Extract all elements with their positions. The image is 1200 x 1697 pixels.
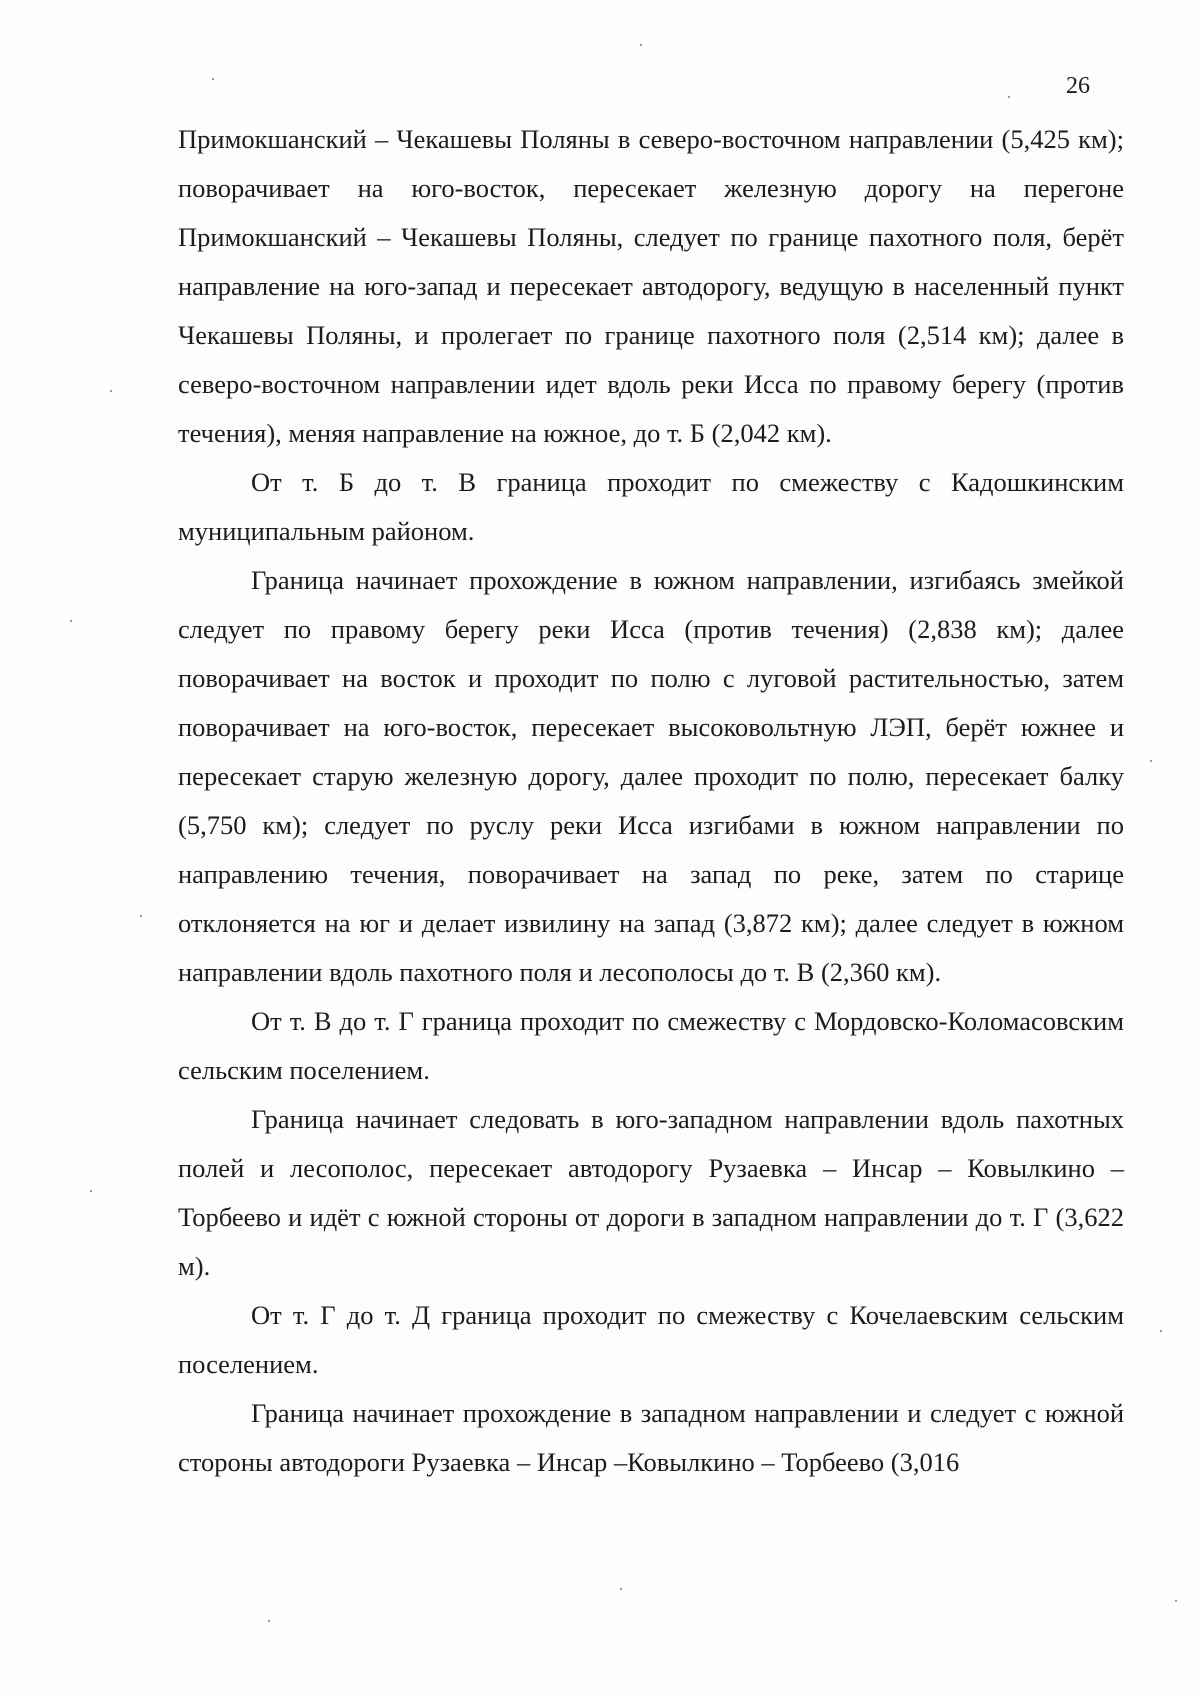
scan-speck [1160, 1330, 1162, 1332]
scan-speck [212, 78, 214, 80]
scan-speck [1008, 96, 1010, 98]
paragraph: Примокшанский – Чекашевы Поляны в северо-восточном направлении (5,425 км); поворачивает на юго-восток, пересекает железную дорогу на перегоне Примокшанский – Чекашевы Поляны, следует по границе пахотного поля, берёт направление на юго-запад и пересекает автодорогу, ведущую в населенный пункт Чекашевы Поляны, и пролегает по границе пахотного поля (2,514 км); далее в северо-восточном направлении идет вдоль реки Исса по правому берегу (против течения), меняя направление на южное, до т. Б (2,042 км). [178, 124, 1124, 448]
paragraph: От т. Г до т. Д граница проходит по смежеству с Кочелаевским сельским поселением. [178, 1300, 1124, 1379]
scan-speck [1175, 1600, 1177, 1602]
document-body [178, 115, 1124, 1487]
scan-speck [620, 1588, 622, 1590]
scan-speck [140, 915, 142, 917]
paragraph: Граница начинает прохождение в западном направлении и следует с южной стороны автодороги Рузаевка – Инсар –Ковылкино – Торбеево (3,016 [178, 1398, 1124, 1477]
scan-speck [70, 620, 72, 622]
paragraph: От т. В до т. Г граница проходит по смежеству с Мордовско-Коломасовским сельским поселением. [178, 1006, 1124, 1085]
paragraph: Граница начинает прохождение в южном направлении, изгибаясь змейкой следует по правому берегу реки Исса (против течения) (2,838 км); далее поворачивает на восток и проходит по полю с луговой растительностью, затем поворачивает на юго-восток, пересекает высоковольтную ЛЭП, берёт южнее и пересекает старую железную дорогу, далее проходит по полю, пересекает балку (5,750 км); следует по руслу реки Исса изгибами в южном направлении по направлению течения, поворачивает на запад по реке, затем по старице отклоняется на юг и делает извилину на запад (3,872 км); далее следует в южном направлении вдоль пахотного поля и лесополосы до т. В (2,360 км). [178, 565, 1124, 987]
scan-speck [90, 1190, 92, 1192]
scan-speck [268, 1620, 270, 1622]
scan-speck [110, 390, 112, 392]
paragraph: Граница начинает следовать в юго-западном направлении вдоль пахотных полей и лесополос, пересекает автодорогу Рузаевка – Инсар – Ковылкино – Торбеево и идёт с южной стороны от дороги в западном направлении до т. Г (3,622 м). [178, 1104, 1124, 1281]
scan-speck [640, 44, 642, 46]
page-number: 26 [1066, 73, 1090, 99]
scan-speck [1150, 760, 1152, 762]
paragraph: От т. Б до т. В граница проходит по смежеству с Кадошкинским муниципальным районом. [178, 467, 1124, 546]
